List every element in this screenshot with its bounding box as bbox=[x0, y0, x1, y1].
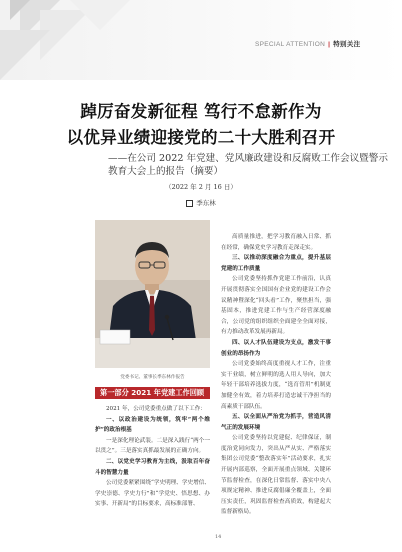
title-line-2: 以优异业绩迎接党的二十大胜利召开 bbox=[66, 128, 336, 147]
page-number: 14 bbox=[215, 534, 222, 540]
paragraph: 公司党委坚持抓作党建工作前沿，认真开展贯彻落实全国国有企业党的建设工作会议精神暨深化“回头看”工作，聚焦担当，强基固本，推进党建工作与生产经营深度融合，公司党的组织组织全面建全全面对接，有力推动改革发展再新局。 bbox=[221, 276, 331, 336]
right-column bbox=[221, 232, 331, 518]
author-marker-icon bbox=[186, 200, 193, 207]
left-column bbox=[95, 404, 210, 510]
paragraph: 一是深化理论武装。二是深入践行“两个一以贯之”。三是落实真抓最发展的正确方向。 bbox=[95, 437, 210, 455]
paragraph: 公司党委坚持以党建促、纪律保证，制度治党同向发力，突出从严从实、严格落实集团公司党委“整改落实年”活动要求，扎实开展内部巡察，全面开展重点领域、关键环节监督检查，在深化日常监督、落实中央八项规定精神、推进反腐倡廉全覆盖上，全面压实责任，巩固监督检查高质效，构建起大监督新格局。 bbox=[221, 435, 331, 516]
photo-caption: 党委书记、董事长季东林作报告 bbox=[120, 375, 185, 380]
section-separator: | bbox=[328, 41, 331, 48]
part-one-banner: 第一部分 2021 年党建工作回顾 bbox=[95, 387, 210, 399]
section-heading: 三、以推动深度融合为重点，提升基层党建的工作质量 bbox=[221, 255, 331, 272]
paragraph: 高质量推进，把学习教育融入日常、抓在经常，确保党史学习教育走深走实。 bbox=[221, 234, 331, 251]
author-name: 季东林 bbox=[196, 199, 216, 207]
section-label bbox=[255, 39, 360, 48]
section-heading: 二、以党史学习教育为主线，汲取百年奋斗的智慧力量 bbox=[95, 458, 210, 476]
subtitle: ——在公司 2022 年党建、党风廉政建设和反腐败工作会议暨警示教育大会上的报告（摘要） bbox=[108, 153, 388, 177]
speaker-photo bbox=[95, 220, 210, 368]
section-heading: 四、以人才队伍建设为支点，激发干事创业的昂扬作为 bbox=[221, 339, 331, 357]
paragraph: 2021 年，公司党委重点做了以下工作： bbox=[106, 406, 206, 412]
section-label-cn: 特别关注 bbox=[333, 41, 361, 48]
speaker-illustration bbox=[95, 220, 210, 368]
paragraph: 公司党委始终高度重视人才工作，注重实干业绩，树立鲜明的选人用人导向，加大年轻干部培养选拔力度，“选育管用”机制更加健全有效，着力培养打造忠诚干净担当的高素质干部队伍。 bbox=[221, 361, 331, 410]
report-date: （2022 年 2 月 16 日） bbox=[165, 183, 237, 191]
title-line-1: 踔厉奋发新征程 笃行不怠新作为 bbox=[80, 102, 322, 121]
section-label-en: SPECIAL ATTENTION bbox=[255, 41, 326, 48]
section-heading: 一、以政治建设为统领，筑牢“两个维护”的政治根基 bbox=[95, 416, 210, 434]
section-heading: 五、以全面从严治党为抓手，营造风清气正的发展环境 bbox=[221, 414, 331, 431]
paragraph: 公司党委紧紧围绕“学史明理、学史增信、学史崇德、学史力行”和“学党史、悟思想、办实事、开新局”的目标要求，高标准部署、 bbox=[95, 480, 210, 508]
author bbox=[0, 198, 402, 207]
